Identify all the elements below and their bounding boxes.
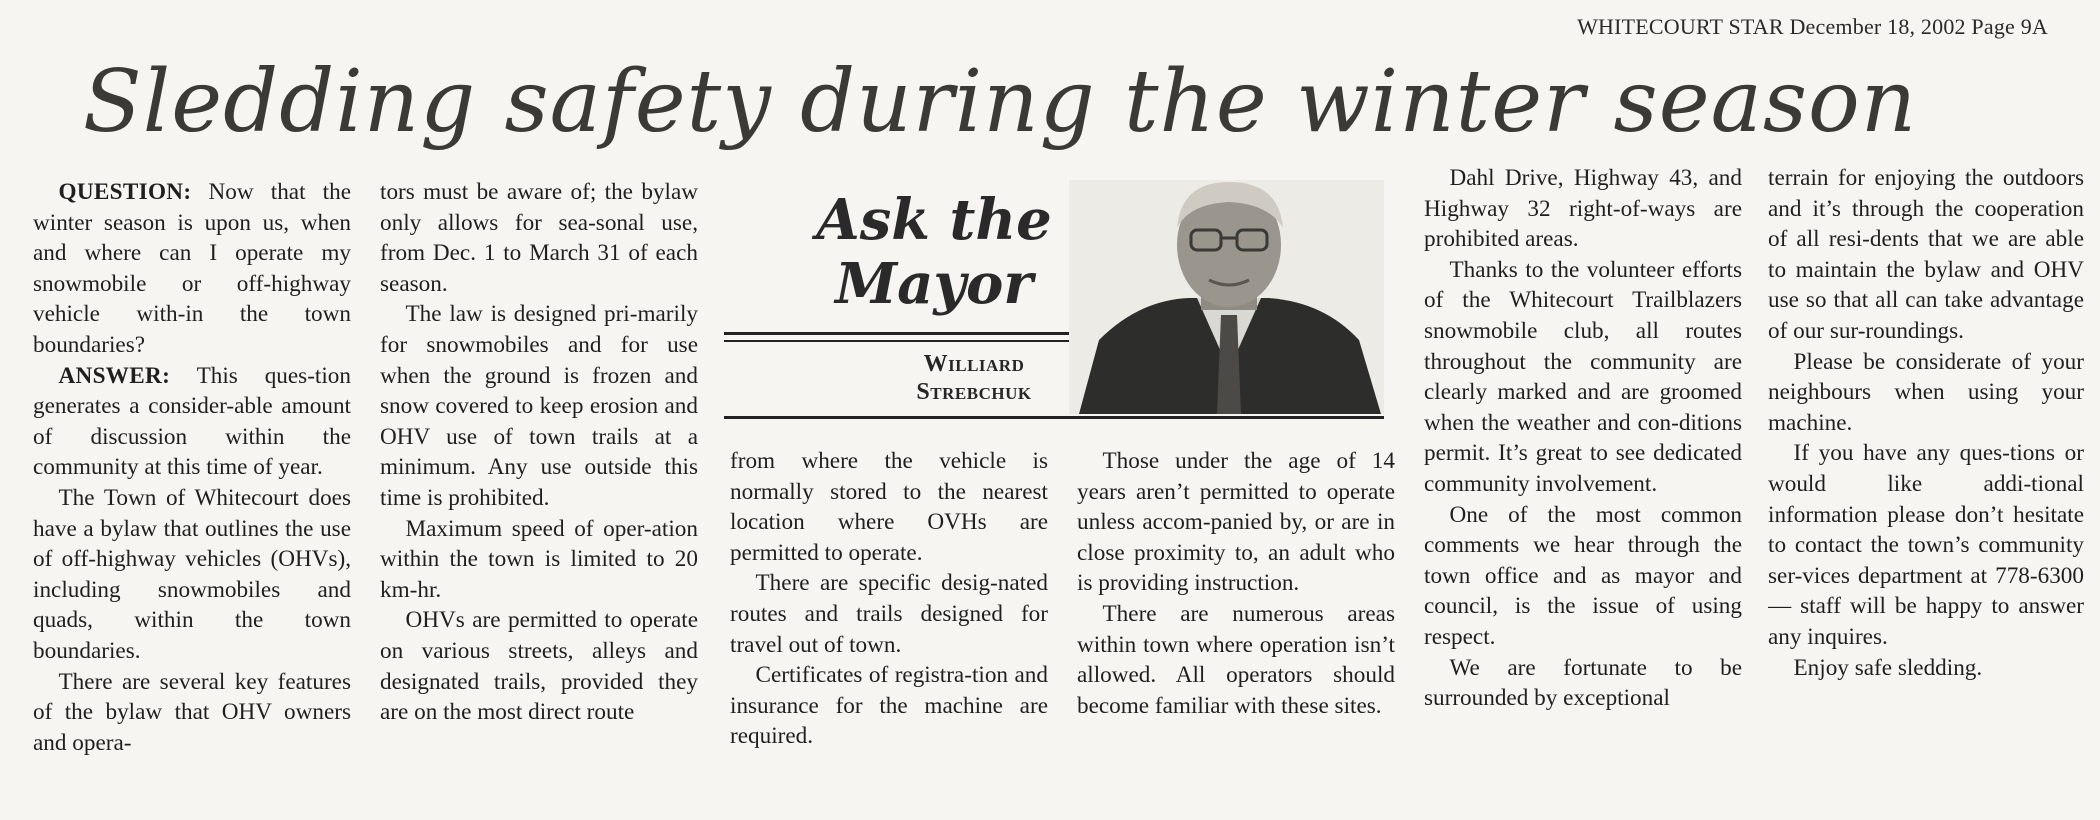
- question-text: Now that the winter season is upon us, when and where can I operate my snowmobile or off-highway vehicle with-in the town boundaries?: [33, 179, 351, 358]
- mayor-portrait-photo: [1069, 180, 1384, 414]
- body-paragraph: The law is designed pri-marily for snowmobiles and for use when the ground is frozen and snow covered to keep erosion and OHV use of town trails at a minimum. Any use outside this time is prohibited.: [380, 301, 698, 511]
- byline-first-name: Williard: [923, 351, 1025, 377]
- body-paragraph: Enjoy safe sledding.: [1793, 654, 1983, 681]
- article-column-6: [1768, 163, 2084, 683]
- article-headline: Sledding safety during the winter season: [82, 52, 1918, 152]
- promo-title-line: Mayor: [835, 251, 1033, 317]
- article-column-4: [1077, 446, 1395, 721]
- body-paragraph: from where the vehicle is normally stored to the nearest location where OVHs are permitted to operate.: [730, 448, 1048, 566]
- question-paragraph: [33, 177, 351, 361]
- promo-title-line: Ask the: [816, 187, 1052, 253]
- body-paragraph: terrain for enjoying the outdoors and it’s through the cooperation of all resi-dents that we are able to maintain the bylaw and OHV use so that all can take advantage of our sur-roundings.: [1768, 165, 2084, 344]
- body-paragraph: Maximum speed of oper-ation within the town is limited to 20 km-hr.: [380, 515, 698, 603]
- ask-the-mayor-promo: [724, 180, 1384, 420]
- promo-rule: [724, 332, 1109, 335]
- question-label: QUESTION:: [58, 179, 192, 205]
- body-paragraph: There are numerous areas within town where operation isn’t allowed. All operators should become familiar with these sites.: [1077, 600, 1395, 719]
- body-paragraph: Those under the age of 14 years aren’t permitted to operate unless accom-panied by, or are in close proximity to, an adult who is providing instruction.: [1077, 448, 1395, 597]
- body-paragraph: One of the most common comments we hear through the town office and as mayor and council, is the issue of using respect.: [1424, 501, 1742, 650]
- body-paragraph: OHVs are permitted to operate on various streets, alleys and designated trails, provided they are on the most direct route: [380, 607, 698, 726]
- article-column-3: [730, 446, 1048, 752]
- article-column-2: [380, 177, 698, 728]
- answer-label: ANSWER:: [58, 362, 171, 389]
- body-paragraph: Certificates of registra-tion and insurance for the machine are required.: [730, 662, 1048, 750]
- body-paragraph: tors must be aware of; the bylaw only allows for sea-sonal use, from Dec. 1 to March 31 of each season.: [380, 179, 698, 297]
- body-paragraph: Please be considerate of your neighbours when using your machine.: [1768, 348, 2084, 436]
- promo-title: [784, 188, 1084, 316]
- promo-rule: [724, 416, 1384, 419]
- body-paragraph: There are specific desig-nated routes and trails designed for travel out of town.: [730, 570, 1048, 658]
- author-byline: [874, 350, 1074, 406]
- body-paragraph: The Town of Whitecourt does have a bylaw that outlines the use of off-highway vehicles (OHVs), including snowmobiles and quads, within the town boundaries.: [33, 484, 351, 664]
- article-column-5: [1424, 163, 1742, 714]
- answer-paragraph: [33, 361, 351, 483]
- article-column-1: [33, 177, 351, 758]
- byline-last-name: Strebchuk: [916, 379, 1032, 405]
- portrait-icon: [1069, 180, 1384, 414]
- body-paragraph: Thanks to the volunteer efforts of the Whitecourt Trailblazers snowmobile club, all routes throughout the community are clearly marked and are groomed when the weather and con-ditions permit. It’s great to see dedicated community involvement.: [1424, 256, 1742, 497]
- page-folio: WHITECOURT STAR December 18, 2002 Page 9A: [1577, 14, 2048, 39]
- body-paragraph: There are several key features of the bylaw that OHV owners and opera-: [33, 668, 351, 756]
- body-paragraph: Dahl Drive, Highway 43, and Highway 32 right-of-ways are prohibited areas.: [1424, 165, 1742, 253]
- body-paragraph: We are fortunate to be surrounded by exceptional: [1424, 654, 1742, 712]
- answer-text: This ques-tion generates a consider-able amount of discussion within the community at this time of year.: [33, 362, 351, 481]
- body-paragraph: If you have any ques-tions or would like addi-tional information please don’t hesitate to contact the town’s community ser-vices department at 778-6300 –– staff will be happy to answer any inquires.: [1768, 440, 2084, 650]
